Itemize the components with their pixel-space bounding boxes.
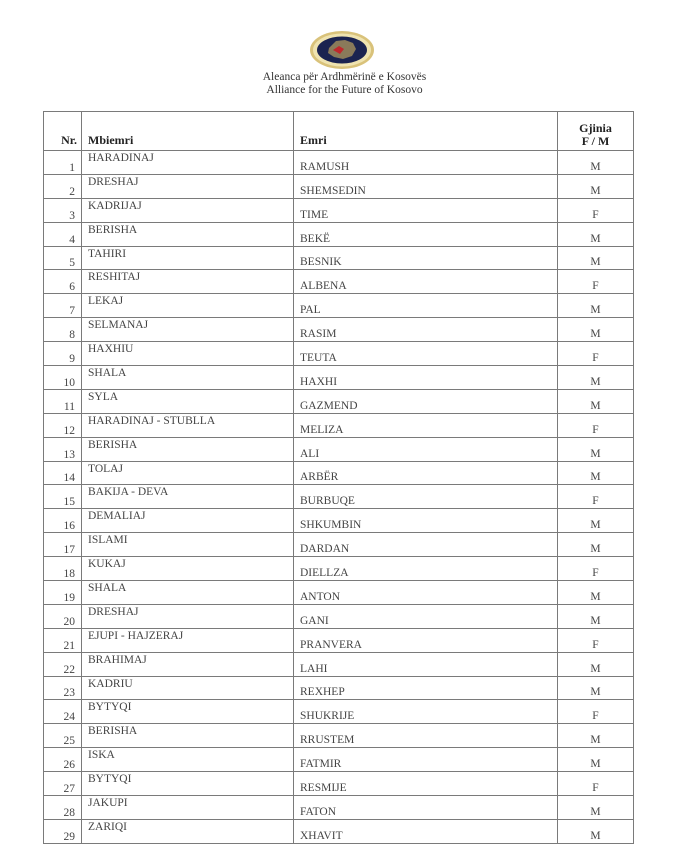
cell-nr: 19 [44,581,82,605]
cell-nr: 13 [44,437,82,461]
cell-name: GAZMEND [294,389,558,413]
cell-nr: 25 [44,724,82,748]
table-row [44,724,634,748]
cell-nr: 28 [44,796,82,820]
table-row [44,628,634,652]
cell-gender: F [558,270,634,294]
cell-name: REXHEP [294,676,558,700]
cell-gender: F [558,413,634,437]
cell-name: FATON [294,796,558,820]
cell-nr: 2 [44,174,82,198]
cell-name: HAXHI [294,366,558,390]
table-row [44,557,634,581]
cell-name: ALBENA [294,270,558,294]
cell-surname: SELMANAJ [82,318,294,342]
table-row [44,318,634,342]
cell-name: TEUTA [294,342,558,366]
cell-gender: F [558,557,634,581]
cell-name: RRUSTEM [294,724,558,748]
cell-nr: 14 [44,461,82,485]
cell-gender: F [558,628,634,652]
cell-surname: BERISHA [82,222,294,246]
table-row [44,485,634,509]
cell-gender: M [558,509,634,533]
cell-surname: DRESHAJ [82,174,294,198]
cell-surname: BAKIJA - DEVA [82,485,294,509]
cell-name: BEKË [294,222,558,246]
cell-surname: BERISHA [82,437,294,461]
cell-surname: SYLA [82,389,294,413]
cell-surname: HARADINAJ - STUBLLA [82,413,294,437]
cell-gender: M [558,724,634,748]
cell-gender: F [558,700,634,724]
table-row [44,796,634,820]
cell-nr: 6 [44,270,82,294]
cell-name: DARDAN [294,533,558,557]
table-row [44,509,634,533]
org-name-albanian: Aleanca për Ardhmërinë e Kosovës [262,71,427,83]
cell-surname: ZARIQI [82,819,294,843]
cell-nr: 11 [44,389,82,413]
cell-gender: M [558,222,634,246]
table-row [44,533,634,557]
table-row [44,222,634,246]
document-header [0,0,689,105]
cell-nr: 16 [44,509,82,533]
cell-gender: M [558,389,634,413]
cell-nr: 1 [44,151,82,175]
cell-gender: M [558,437,634,461]
cell-name: LAHI [294,652,558,676]
table-row [44,700,634,724]
cell-gender: M [558,294,634,318]
cell-surname: SHALA [82,366,294,390]
cell-name: PAL [294,294,558,318]
table-body [44,151,634,844]
table-row [44,389,634,413]
table-row [44,270,634,294]
table-row [44,581,634,605]
cell-surname: DRESHAJ [82,604,294,628]
cell-name: PRANVERA [294,628,558,652]
cell-nr: 18 [44,557,82,581]
cell-name: ALI [294,437,558,461]
cell-nr: 3 [44,198,82,222]
cell-gender: M [558,174,634,198]
table-row [44,819,634,843]
column-header-nr: Nr. [44,112,82,151]
cell-nr: 20 [44,604,82,628]
cell-name: GANI [294,604,558,628]
cell-nr: 27 [44,772,82,796]
cell-gender: M [558,318,634,342]
cell-surname: BYTYQI [82,772,294,796]
cell-name: SHEMSEDIN [294,174,558,198]
cell-gender: M [558,796,634,820]
cell-nr: 10 [44,366,82,390]
cell-surname: KADRIU [82,676,294,700]
table-row [44,151,634,175]
cell-surname: BERISHA [82,724,294,748]
table-row [44,652,634,676]
cell-surname: TAHIRI [82,246,294,270]
table-row [44,413,634,437]
cell-name: RAMUSH [294,151,558,175]
cell-name: BURBUQE [294,485,558,509]
cell-name: MELIZA [294,413,558,437]
cell-surname: TOLAJ [82,461,294,485]
cell-gender: F [558,485,634,509]
cell-name: TIME [294,198,558,222]
cell-nr: 7 [44,294,82,318]
cell-surname: ISLAMI [82,533,294,557]
cell-nr: 26 [44,748,82,772]
cell-nr: 29 [44,819,82,843]
table-header-row [44,112,634,151]
cell-name: RESMIJE [294,772,558,796]
cell-nr: 9 [44,342,82,366]
cell-surname: BRAHIMAJ [82,652,294,676]
cell-nr: 5 [44,246,82,270]
column-header-gender-options: F / M [581,134,610,148]
cell-nr: 4 [44,222,82,246]
column-header-name: Emri [294,112,558,151]
cell-surname: HAXHIU [82,342,294,366]
cell-name: SHKUMBIN [294,509,558,533]
table-row [44,772,634,796]
cell-gender: M [558,151,634,175]
column-header-surname: Mbiemri [82,112,294,151]
cell-surname: KADRIJAJ [82,198,294,222]
cell-surname: BYTYQI [82,700,294,724]
cell-surname: RESHITAJ [82,270,294,294]
table-row [44,461,634,485]
cell-surname: JAKUPI [82,796,294,820]
cell-nr: 23 [44,676,82,700]
cell-name: DIELLZA [294,557,558,581]
cell-surname: DEMALIAJ [82,509,294,533]
table-row [44,604,634,628]
cell-gender: M [558,461,634,485]
cell-name: XHAVIT [294,819,558,843]
table-row [44,294,634,318]
cell-nr: 8 [44,318,82,342]
org-name-english: Alliance for the Future of Kosovo [266,84,423,96]
cell-surname: SHALA [82,581,294,605]
cell-gender: M [558,819,634,843]
cell-nr: 24 [44,700,82,724]
cell-surname: ISKA [82,748,294,772]
cell-gender: F [558,772,634,796]
cell-nr: 21 [44,628,82,652]
column-header-gender [558,112,634,151]
table-row [44,676,634,700]
cell-name: BESNIK [294,246,558,270]
cell-nr: 17 [44,533,82,557]
cell-name: SHUKRIJE [294,700,558,724]
cell-name: ARBËR [294,461,558,485]
cell-gender: M [558,748,634,772]
cell-gender: M [558,581,634,605]
cell-gender: M [558,366,634,390]
table-row [44,174,634,198]
cell-name: RASIM [294,318,558,342]
cell-nr: 22 [44,652,82,676]
cell-gender: M [558,533,634,557]
cell-surname: HARADINAJ [82,151,294,175]
column-header-gender-label: Gjinia [579,121,612,135]
cell-nr: 12 [44,413,82,437]
cell-surname: EJUPI - HAJZERAJ [82,628,294,652]
cell-name: ANTON [294,581,558,605]
table-row [44,246,634,270]
cell-gender: M [558,604,634,628]
candidate-table [43,111,634,844]
cell-nr: 15 [44,485,82,509]
cell-gender: M [558,246,634,270]
table-row [44,437,634,461]
table-row [44,342,634,366]
table-row [44,198,634,222]
cell-gender: M [558,676,634,700]
table-row [44,748,634,772]
table-row [44,366,634,390]
cell-gender: F [558,342,634,366]
party-logo-icon [309,30,375,70]
cell-name: FATMIR [294,748,558,772]
cell-surname: KUKAJ [82,557,294,581]
cell-surname: LEKAJ [82,294,294,318]
cell-gender: F [558,198,634,222]
cell-gender: M [558,652,634,676]
